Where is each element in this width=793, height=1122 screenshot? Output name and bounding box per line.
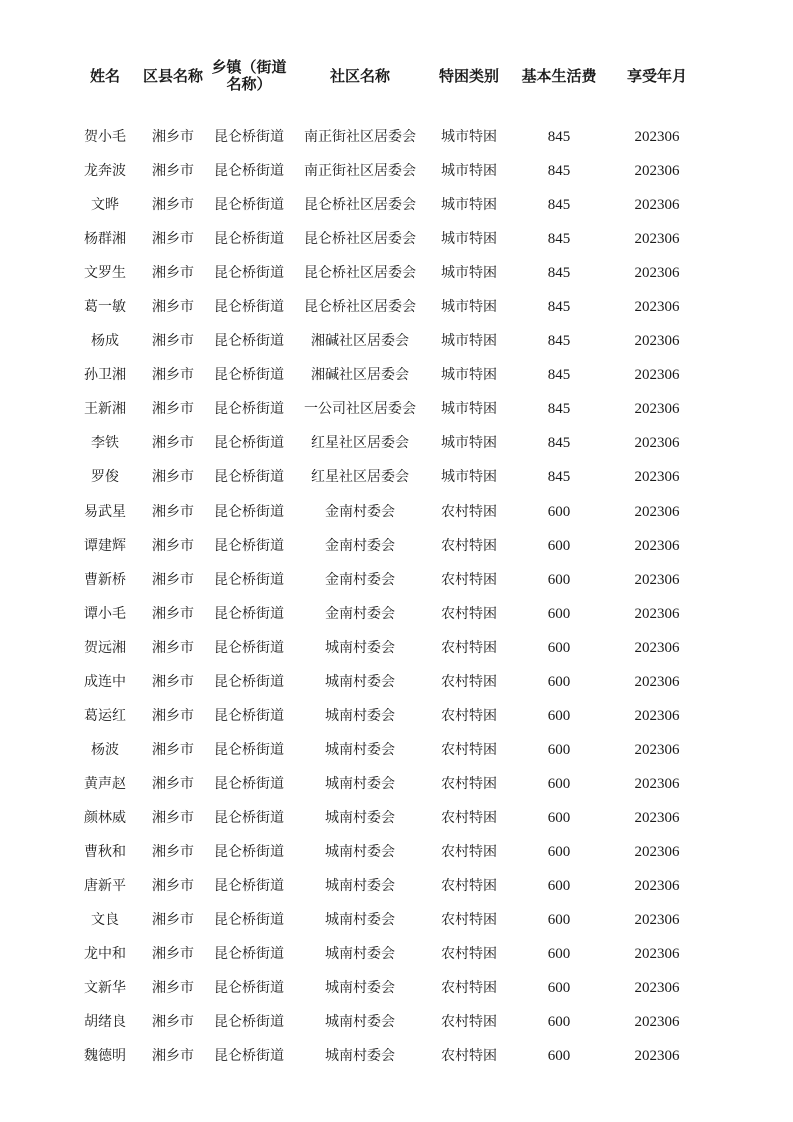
cell-category: 城市特困	[441, 163, 497, 180]
cell-town: 昆仑桥街道	[214, 741, 284, 758]
cell-period: 202306	[634, 197, 680, 214]
cell-period: 202306	[634, 503, 680, 520]
cell-name: 胡绪良	[84, 1014, 126, 1031]
cell-community: 金南村委会	[325, 571, 395, 588]
cell-period: 202306	[634, 469, 680, 486]
header-living-allowance: 基本生活费	[521, 67, 597, 85]
cell-town: 昆仑桥街道	[214, 435, 284, 452]
cell-community: 金南村委会	[325, 503, 395, 520]
cell-period: 202306	[634, 231, 680, 248]
cell-town: 昆仑桥街道	[214, 1014, 284, 1031]
cell-community: 城南村委会	[325, 912, 395, 929]
cell-living-allowance: 600	[547, 741, 571, 758]
cell-name: 黄声赵	[84, 775, 126, 792]
cell-community: 城南村委会	[325, 809, 395, 826]
cell-name: 成连中	[84, 673, 126, 690]
cell-community: 昆仑桥社区居委会	[304, 299, 416, 316]
cell-living-allowance: 845	[547, 197, 571, 214]
cell-county: 湘乡市	[152, 1014, 194, 1031]
cell-community: 南正街社区居委会	[304, 129, 416, 146]
cell-county: 湘乡市	[152, 946, 194, 963]
cell-town: 昆仑桥街道	[214, 980, 284, 997]
table-row	[72, 290, 704, 324]
cell-county: 湘乡市	[152, 197, 194, 214]
header-row	[72, 52, 704, 100]
cell-county: 湘乡市	[152, 129, 194, 146]
table-row	[72, 460, 704, 494]
table-row	[72, 665, 704, 699]
table-row	[72, 937, 704, 971]
cell-county: 湘乡市	[152, 741, 194, 758]
cell-community: 金南村委会	[325, 537, 395, 554]
cell-county: 湘乡市	[152, 1048, 194, 1065]
cell-period: 202306	[634, 605, 680, 622]
header-county: 区县名称	[142, 67, 203, 85]
cell-town: 昆仑桥街道	[214, 197, 284, 214]
cell-town: 昆仑桥街道	[214, 333, 284, 350]
table-row	[72, 971, 704, 1005]
cell-period: 202306	[634, 673, 680, 690]
cell-category: 城市特困	[441, 299, 497, 316]
cell-living-allowance: 845	[547, 129, 571, 146]
cell-county: 湘乡市	[152, 775, 194, 792]
cell-county: 湘乡市	[152, 435, 194, 452]
cell-community: 城南村委会	[325, 639, 395, 656]
cell-name: 文良	[91, 912, 119, 929]
table-row	[72, 120, 704, 154]
cell-community: 城南村委会	[325, 946, 395, 963]
cell-name: 贺远湘	[84, 639, 126, 656]
cell-county: 湘乡市	[152, 707, 194, 724]
cell-town: 昆仑桥街道	[214, 265, 284, 282]
cell-period: 202306	[634, 878, 680, 895]
cell-name: 颜林威	[84, 809, 126, 826]
cell-period: 202306	[634, 844, 680, 860]
cell-living-allowance: 845	[547, 299, 571, 316]
cell-category: 城市特困	[441, 231, 497, 248]
table-row	[72, 631, 704, 665]
header-name: 姓名	[89, 67, 120, 85]
cell-period: 202306	[634, 435, 680, 452]
cell-category: 农村特困	[441, 571, 497, 588]
cell-period: 202306	[634, 265, 680, 282]
cell-name: 文罗生	[84, 265, 126, 282]
cell-category: 农村特困	[441, 878, 497, 895]
cell-living-allowance: 845	[547, 401, 571, 418]
cell-living-allowance: 600	[547, 980, 571, 997]
table-row	[72, 767, 704, 801]
cell-community: 城南村委会	[325, 844, 395, 860]
table-row	[72, 801, 704, 835]
header-category: 特困类别	[438, 67, 499, 85]
table-row	[72, 903, 704, 937]
cell-period: 202306	[634, 707, 680, 724]
cell-living-allowance: 600	[547, 1014, 571, 1031]
cell-town: 昆仑桥街道	[214, 571, 284, 588]
cell-county: 湘乡市	[152, 503, 194, 520]
cell-period: 202306	[634, 1014, 680, 1031]
table-row	[72, 495, 704, 529]
cell-category: 城市特困	[441, 469, 497, 486]
table-row	[72, 358, 704, 392]
cell-category: 城市特困	[441, 333, 497, 350]
cell-living-allowance: 600	[547, 946, 571, 963]
cell-community: 红星社区居委会	[311, 435, 409, 452]
cell-category: 农村特困	[441, 980, 497, 997]
cell-category: 农村特困	[441, 741, 497, 758]
cell-county: 湘乡市	[152, 673, 194, 690]
cell-category: 城市特困	[441, 401, 497, 418]
cell-living-allowance: 845	[547, 435, 571, 452]
cell-community: 昆仑桥社区居委会	[304, 265, 416, 282]
table-row	[72, 1039, 704, 1073]
cell-living-allowance: 600	[547, 673, 571, 690]
cell-living-allowance: 845	[547, 163, 571, 180]
cell-county: 湘乡市	[152, 571, 194, 588]
cell-town: 昆仑桥街道	[214, 605, 284, 622]
header-period: 享受年月	[626, 67, 687, 85]
cell-category: 农村特困	[441, 912, 497, 929]
cell-name: 谭建辉	[84, 537, 126, 554]
cell-period: 202306	[634, 775, 680, 792]
cell-name: 曹新桥	[84, 571, 126, 588]
cell-period: 202306	[634, 1048, 680, 1065]
cell-county: 湘乡市	[152, 469, 194, 486]
cell-town: 昆仑桥街道	[214, 1048, 284, 1065]
cell-community: 昆仑桥社区居委会	[304, 197, 416, 214]
recipients-table	[72, 52, 704, 1073]
cell-town: 昆仑桥街道	[214, 912, 284, 929]
cell-town: 昆仑桥街道	[214, 809, 284, 826]
cell-period: 202306	[634, 163, 680, 180]
table-row	[72, 1005, 704, 1039]
cell-period: 202306	[634, 809, 680, 826]
cell-living-allowance: 845	[547, 469, 571, 486]
table-row	[72, 324, 704, 358]
cell-category: 农村特困	[441, 707, 497, 724]
table-row	[72, 733, 704, 767]
cell-living-allowance: 600	[547, 571, 571, 588]
cell-period: 202306	[634, 537, 680, 554]
cell-name: 魏德明	[84, 1048, 126, 1065]
cell-name: 孙卫湘	[84, 367, 126, 384]
cell-community: 南正街社区居委会	[304, 163, 416, 180]
cell-period: 202306	[634, 333, 680, 350]
cell-county: 湘乡市	[152, 844, 194, 860]
table-row	[72, 869, 704, 903]
table-row	[72, 392, 704, 426]
table-row	[72, 699, 704, 733]
cell-living-allowance: 600	[547, 503, 571, 520]
cell-town: 昆仑桥街道	[214, 537, 284, 554]
cell-name: 罗俊	[91, 469, 119, 486]
cell-period: 202306	[634, 129, 680, 146]
cell-period: 202306	[634, 401, 680, 418]
cell-community: 城南村委会	[325, 741, 395, 758]
cell-category: 城市特困	[441, 367, 497, 384]
cell-town: 昆仑桥街道	[214, 367, 284, 384]
cell-living-allowance: 600	[547, 809, 571, 826]
cell-community: 城南村委会	[325, 980, 395, 997]
cell-county: 湘乡市	[152, 231, 194, 248]
cell-town: 昆仑桥街道	[214, 707, 284, 724]
cell-living-allowance: 845	[547, 367, 571, 384]
cell-category: 农村特困	[441, 537, 497, 554]
cell-category: 农村特困	[441, 673, 497, 690]
cell-county: 湘乡市	[152, 878, 194, 895]
cell-name: 葛运红	[84, 707, 126, 724]
cell-living-allowance: 845	[547, 333, 571, 350]
cell-category: 农村特困	[441, 1048, 497, 1065]
table-row	[72, 426, 704, 460]
cell-category: 农村特困	[441, 1014, 497, 1031]
cell-name: 曹秋和	[84, 844, 126, 860]
cell-category: 农村特困	[441, 946, 497, 963]
cell-period: 202306	[634, 367, 680, 384]
cell-county: 湘乡市	[152, 605, 194, 622]
cell-category: 农村特困	[441, 605, 497, 622]
cell-county: 湘乡市	[152, 912, 194, 929]
table-row	[72, 597, 704, 631]
cell-county: 湘乡市	[152, 401, 194, 418]
cell-county: 湘乡市	[152, 299, 194, 316]
cell-living-allowance: 600	[547, 707, 571, 724]
cell-name: 谭小毛	[84, 605, 126, 622]
cell-category: 农村特困	[441, 503, 497, 520]
cell-period: 202306	[634, 912, 680, 929]
table-row	[72, 188, 704, 222]
cell-county: 湘乡市	[152, 639, 194, 656]
cell-name: 文晔	[91, 197, 119, 214]
cell-name: 唐新平	[84, 878, 126, 895]
table-row	[72, 154, 704, 188]
cell-living-allowance: 600	[547, 605, 571, 622]
cell-town: 昆仑桥街道	[214, 469, 284, 486]
cell-period: 202306	[634, 946, 680, 963]
cell-category: 农村特困	[441, 844, 497, 860]
cell-town: 昆仑桥街道	[214, 844, 284, 860]
cell-community: 一公司社区居委会	[304, 401, 416, 418]
table-row	[72, 222, 704, 256]
cell-community: 城南村委会	[325, 878, 395, 895]
cell-county: 湘乡市	[152, 809, 194, 826]
cell-category: 城市特困	[441, 265, 497, 282]
cell-name: 王新湘	[84, 401, 126, 418]
cell-living-allowance: 600	[547, 639, 571, 656]
cell-community: 湘碱社区居委会	[311, 333, 409, 350]
cell-county: 湘乡市	[152, 980, 194, 997]
cell-name: 文新华	[84, 980, 126, 997]
cell-community: 城南村委会	[325, 1014, 395, 1031]
cell-name: 杨波	[91, 741, 119, 758]
cell-living-allowance: 600	[547, 537, 571, 554]
cell-category: 农村特困	[441, 639, 497, 656]
cell-community: 湘碱社区居委会	[311, 367, 409, 384]
cell-town: 昆仑桥街道	[214, 946, 284, 963]
cell-town: 昆仑桥街道	[214, 673, 284, 690]
cell-category: 农村特困	[441, 775, 497, 792]
cell-town: 昆仑桥街道	[214, 503, 284, 520]
cell-living-allowance: 600	[547, 775, 571, 792]
cell-town: 昆仑桥街道	[214, 878, 284, 895]
cell-name: 易武星	[84, 503, 126, 520]
cell-county: 湘乡市	[152, 265, 194, 282]
cell-category: 农村特困	[441, 809, 497, 826]
cell-county: 湘乡市	[152, 537, 194, 554]
cell-name: 葛一敏	[84, 299, 126, 316]
cell-living-allowance: 600	[547, 844, 571, 860]
cell-town: 昆仑桥街道	[214, 129, 284, 146]
cell-county: 湘乡市	[152, 333, 194, 350]
cell-category: 城市特困	[441, 129, 497, 146]
cell-community: 城南村委会	[325, 775, 395, 792]
cell-community: 金南村委会	[325, 605, 395, 622]
cell-living-allowance: 600	[547, 912, 571, 929]
cell-name: 龙奔波	[84, 163, 126, 180]
cell-living-allowance: 845	[547, 231, 571, 248]
cell-town: 昆仑桥街道	[214, 299, 284, 316]
cell-living-allowance: 600	[547, 878, 571, 895]
cell-period: 202306	[634, 299, 680, 316]
cell-community: 城南村委会	[325, 1048, 395, 1065]
cell-name: 杨成	[91, 333, 119, 350]
table-row	[72, 563, 704, 597]
cell-community: 昆仑桥社区居委会	[304, 231, 416, 248]
cell-town: 昆仑桥街道	[214, 775, 284, 792]
cell-name: 李铁	[91, 435, 119, 452]
cell-period: 202306	[634, 741, 680, 758]
cell-county: 湘乡市	[152, 163, 194, 180]
cell-period: 202306	[634, 571, 680, 588]
cell-town: 昆仑桥街道	[214, 401, 284, 418]
cell-town: 昆仑桥街道	[214, 231, 284, 248]
cell-community: 红星社区居委会	[311, 469, 409, 486]
cell-period: 202306	[634, 639, 680, 656]
cell-community: 城南村委会	[325, 673, 395, 690]
cell-community: 城南村委会	[325, 707, 395, 724]
cell-name: 杨群湘	[84, 231, 126, 248]
header-town: 乡镇（街道名称）	[211, 58, 287, 93]
cell-county: 湘乡市	[152, 367, 194, 384]
cell-period: 202306	[634, 980, 680, 997]
cell-town: 昆仑桥街道	[214, 163, 284, 180]
table-row	[72, 529, 704, 563]
cell-living-allowance: 845	[547, 265, 571, 282]
cell-living-allowance: 600	[547, 1048, 571, 1065]
cell-name: 龙中和	[84, 946, 126, 963]
cell-category: 城市特困	[441, 435, 497, 452]
cell-name: 贺小毛	[84, 129, 126, 146]
table-row	[72, 835, 704, 869]
table-row	[72, 256, 704, 290]
cell-category: 城市特困	[441, 197, 497, 214]
cell-town: 昆仑桥街道	[214, 639, 284, 656]
header-community: 社区名称	[329, 67, 390, 85]
